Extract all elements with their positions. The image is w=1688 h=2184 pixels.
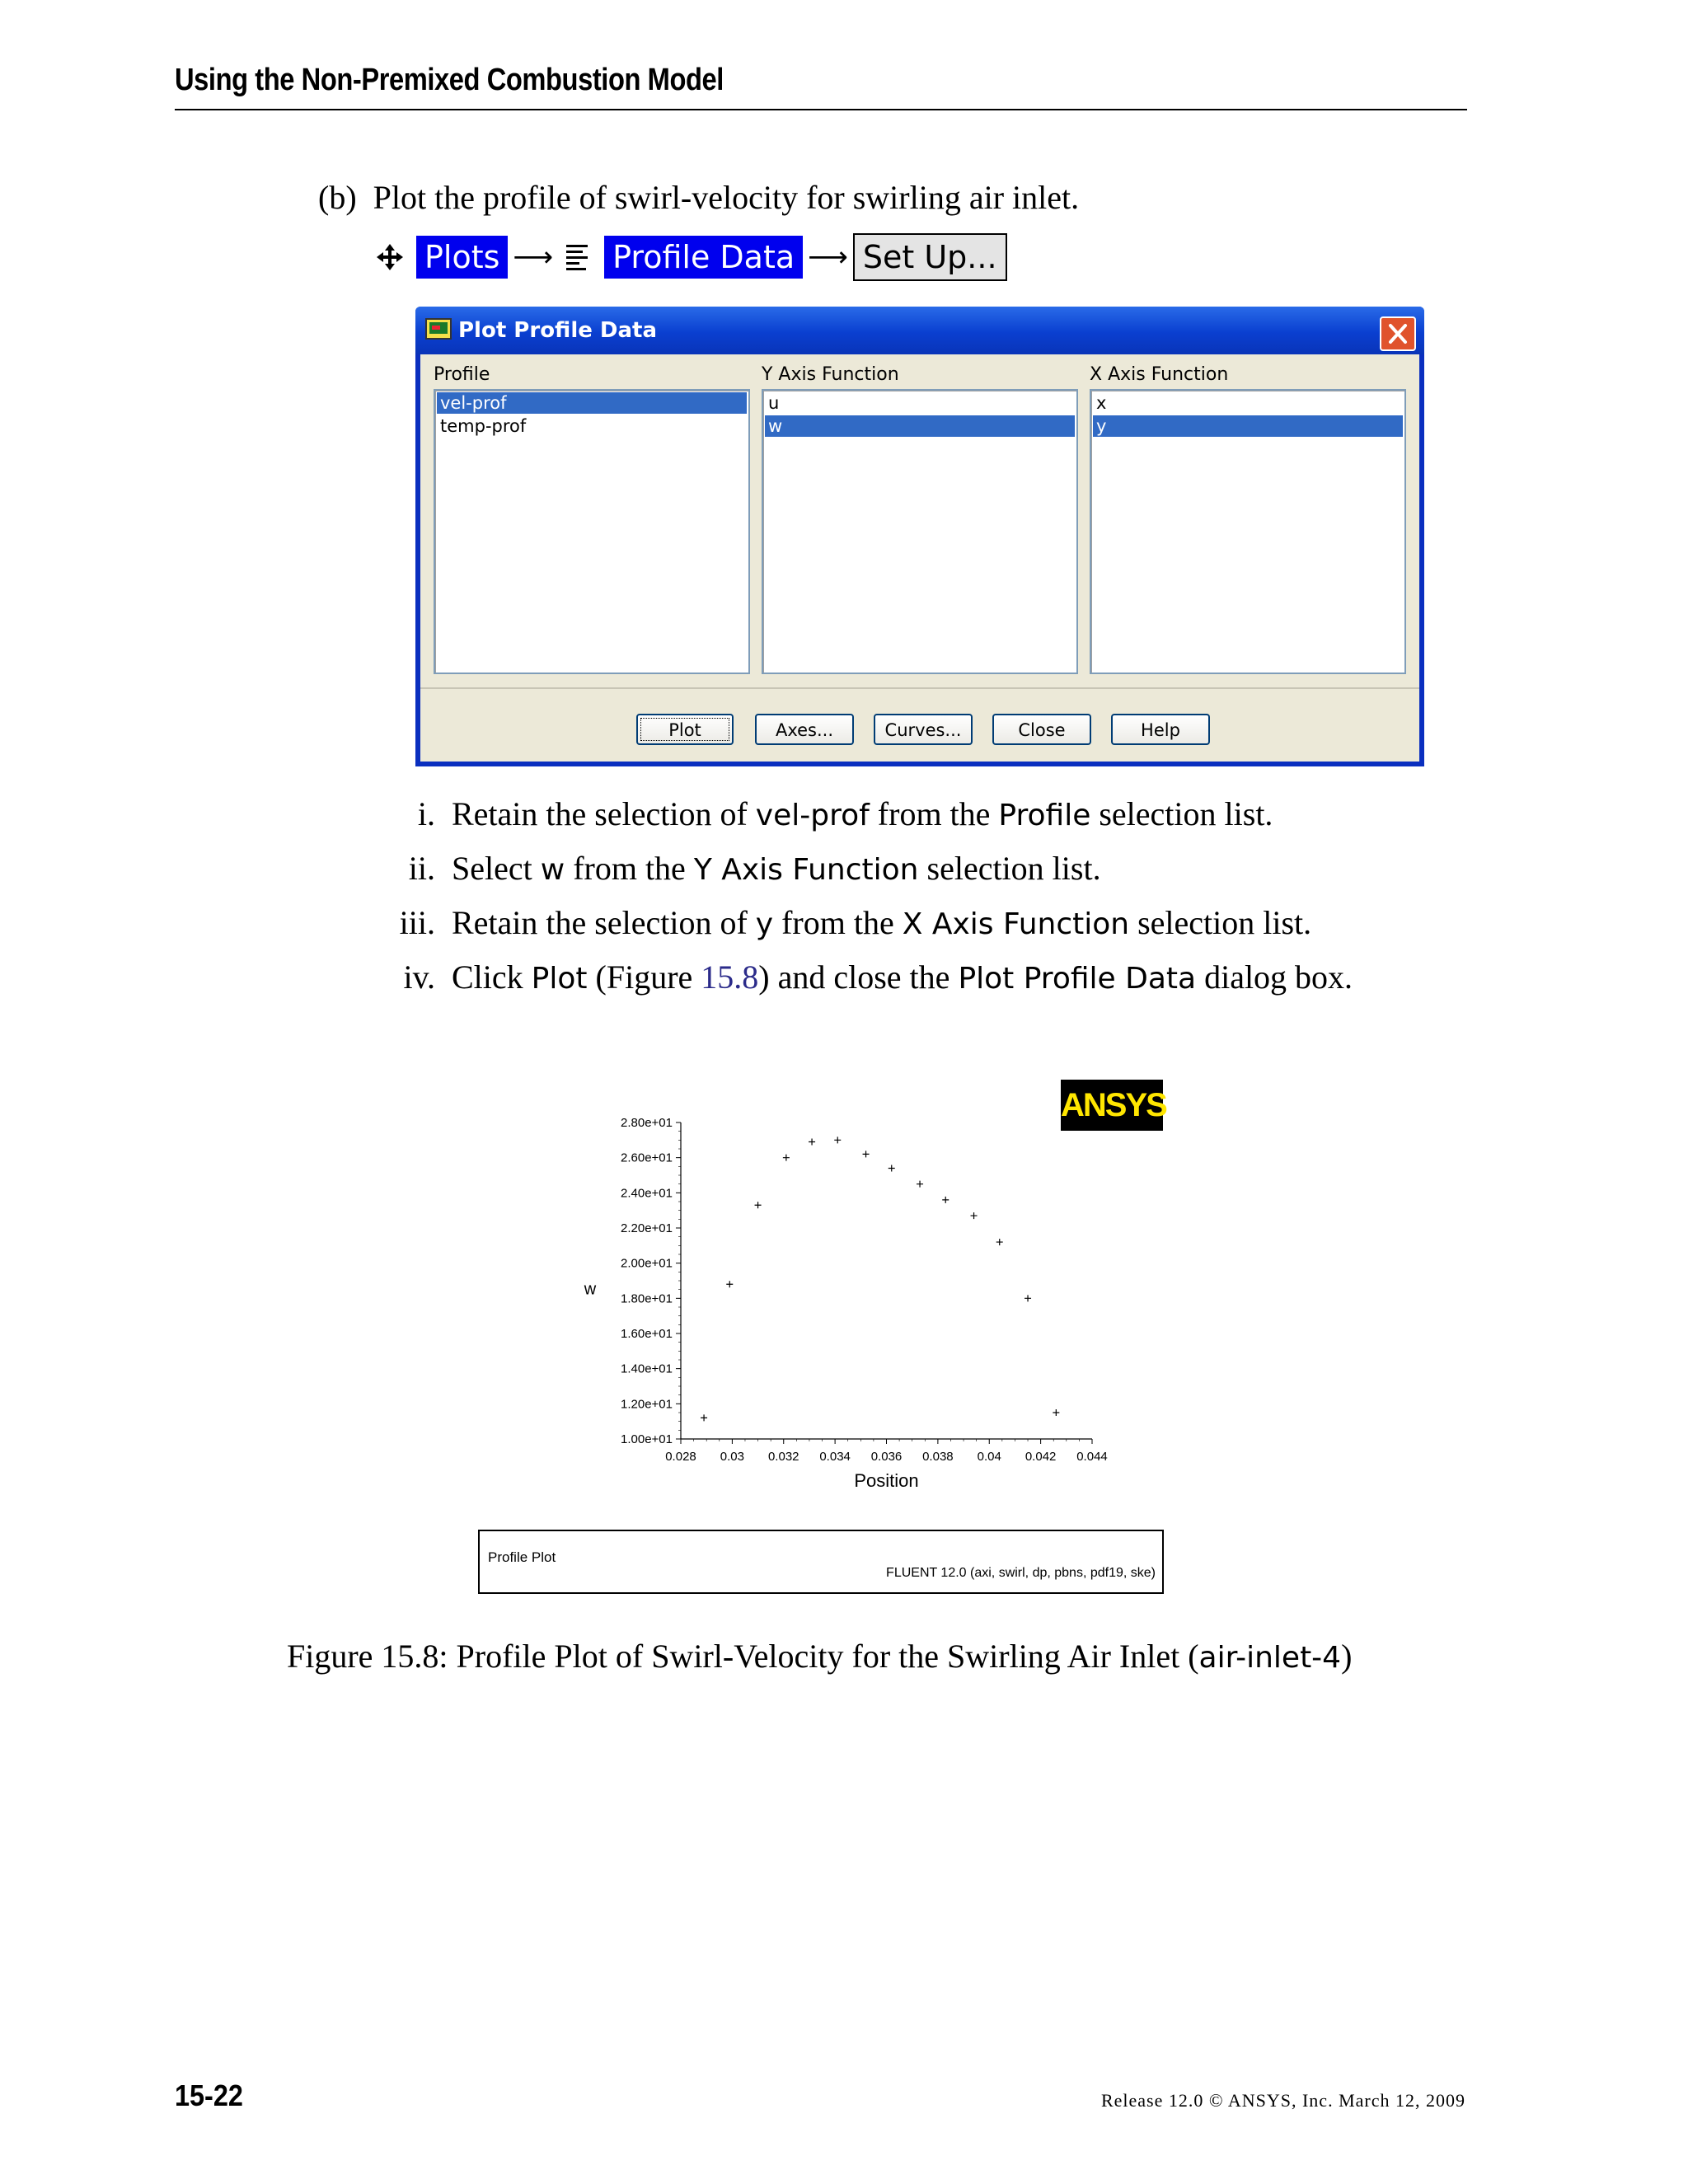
menu-path — [375, 231, 1007, 284]
instruction-text: ) and close the — [758, 958, 959, 996]
data-point — [1053, 1409, 1059, 1416]
instruction-text: selection list. — [918, 850, 1101, 887]
y-tick-label: 2.20e+01 — [621, 1221, 673, 1235]
release-info: Release 12.0 © ANSYS, Inc. March 12, 2009 — [1100, 2090, 1465, 2111]
caption-suffix: ) — [1341, 1638, 1353, 1675]
plot-info-left: Profile Plot — [488, 1549, 556, 1565]
x-axis-label: Position — [854, 1470, 919, 1491]
instruction-keyword: y — [755, 907, 774, 941]
dialog-separator — [420, 687, 1419, 689]
instruction-text: from the — [773, 904, 903, 941]
yaxis-label: Y Axis Function — [762, 364, 899, 385]
instruction-4 — [359, 958, 1353, 996]
page-header-title: Using the Non-Premixed Combustion Model — [175, 63, 724, 97]
instruction-text: Retain the selection of — [452, 795, 756, 832]
instruction-text: selection list. — [1129, 904, 1312, 941]
plot-button[interactable]: Plot — [636, 714, 734, 745]
x-tick-label: 0.032 — [767, 1450, 799, 1464]
instruction-keyword: Plot Profile Data — [958, 962, 1197, 996]
data-point — [889, 1165, 895, 1171]
data-point — [701, 1414, 707, 1421]
instruction-keyword: X Axis Function — [902, 907, 1130, 941]
y-tick-label: 2.60e+01 — [621, 1151, 673, 1165]
instruction-keyword: Y Axis Function — [693, 853, 919, 887]
figure-caption — [287, 1637, 1352, 1675]
y-tick-label: 1.60e+01 — [621, 1327, 673, 1341]
instruction-1 — [359, 794, 1273, 833]
plot-profile-data-dialog — [415, 307, 1424, 766]
close-button[interactable]: Close — [992, 714, 1091, 745]
y-axis-label: w — [584, 1280, 597, 1299]
list-item[interactable]: vel-prof — [437, 392, 747, 414]
x-tick-label: 0.04 — [977, 1450, 1001, 1464]
figure-link[interactable]: 15.8 — [701, 958, 759, 996]
instruction-number: iii. — [399, 904, 435, 941]
data-point — [917, 1181, 923, 1188]
step-b-text: Plot the profile of swirl-velocity for swirling air inlet. — [373, 179, 1080, 216]
y-tick-label: 1.20e+01 — [621, 1397, 673, 1412]
list-item[interactable]: w — [765, 415, 1075, 437]
header-rule — [175, 109, 1467, 110]
setup-button[interactable]: Set Up... — [853, 233, 1007, 281]
x-tick-label: 0.028 — [665, 1450, 696, 1464]
x-tick-label: 0.03 — [720, 1450, 744, 1464]
x-tick-label: 0.044 — [1076, 1450, 1108, 1464]
instruction-text: from the — [869, 795, 999, 832]
instruction-text: dialog box. — [1196, 958, 1353, 996]
x-tick-label: 0.038 — [922, 1450, 954, 1464]
instruction-number: i. — [417, 795, 435, 832]
caption-text: Figure 15.8: Profile Plot of Swirl-Velocity for the Swirling Air Inlet ( — [287, 1638, 1199, 1675]
instruction-text: selection list. — [1090, 795, 1273, 832]
instruction-number: iv. — [403, 958, 435, 996]
xaxis-label: X Axis Function — [1090, 364, 1229, 385]
data-point — [834, 1137, 841, 1143]
list-item[interactable]: x — [1096, 393, 1107, 413]
instruction-3 — [359, 903, 1311, 942]
list-item[interactable]: u — [768, 393, 780, 413]
instruction-number: ii. — [408, 850, 435, 887]
y-tick-label: 2.00e+01 — [621, 1256, 673, 1271]
close-icon[interactable] — [1380, 316, 1416, 351]
menu-plots[interactable]: Plots — [416, 236, 508, 279]
profile-chart — [560, 1104, 1154, 1500]
data-point — [996, 1239, 1003, 1245]
instruction-text: from the — [565, 850, 694, 887]
list-item[interactable]: y — [1093, 415, 1403, 437]
xaxis-list[interactable] — [1090, 389, 1406, 674]
data-point — [755, 1202, 762, 1208]
list-item[interactable]: temp-prof — [440, 416, 527, 436]
data-point — [783, 1155, 790, 1161]
data-point — [971, 1212, 978, 1219]
y-tick-label: 1.80e+01 — [621, 1291, 673, 1306]
ansys-logo: ANSYS — [1061, 1080, 1163, 1131]
instruction-2 — [359, 849, 1101, 888]
instruction-text: (Figure — [587, 958, 701, 996]
instruction-keyword: vel-prof — [755, 799, 870, 832]
y-tick-label: 1.00e+01 — [621, 1432, 673, 1446]
dialog-title: Plot Profile Data — [458, 318, 658, 343]
data-point — [863, 1151, 870, 1157]
menu-profile-data[interactable]: Profile Data — [604, 236, 803, 279]
instruction-text: Click — [452, 958, 532, 996]
y-tick-label: 1.40e+01 — [621, 1361, 673, 1376]
move-arrows-icon — [375, 242, 405, 272]
dialog-body — [420, 354, 1419, 762]
curves-button[interactable]: Curves... — [874, 714, 973, 745]
step-b — [318, 178, 1079, 217]
instruction-text: Retain the selection of — [452, 904, 756, 941]
profile-data-icon — [563, 242, 593, 272]
data-point — [726, 1281, 733, 1287]
plot-info-box — [478, 1530, 1164, 1594]
menu-arrow-1: ⟶ — [513, 241, 554, 274]
instruction-keyword: Profile — [998, 799, 1091, 832]
plot-info-right: FLUENT 12.0 (axi, swirl, dp, pbns, pdf19, ske) — [886, 1566, 1156, 1580]
data-point — [942, 1197, 949, 1203]
help-button[interactable]: Help — [1111, 714, 1210, 745]
yaxis-list[interactable] — [762, 389, 1078, 674]
instruction-keyword: Plot — [531, 962, 588, 996]
profile-label: Profile — [434, 364, 490, 385]
x-tick-label: 0.036 — [870, 1450, 903, 1464]
x-tick-label: 0.034 — [819, 1450, 851, 1464]
caption-keyword: air-inlet-4 — [1198, 1641, 1342, 1675]
data-point — [809, 1138, 815, 1145]
menu-arrow-2: ⟶ — [808, 241, 848, 274]
y-tick-label: 2.40e+01 — [621, 1186, 673, 1201]
page-number: 15-22 — [175, 2079, 243, 2112]
step-b-label: (b) — [318, 179, 357, 216]
instruction-text: Select — [452, 850, 541, 887]
x-tick-label: 0.042 — [1025, 1450, 1057, 1464]
profile-list[interactable] — [434, 389, 750, 674]
instruction-keyword: w — [540, 853, 565, 887]
axes-button[interactable]: Axes... — [755, 714, 854, 745]
app-icon — [425, 318, 452, 340]
y-tick-label: 2.80e+01 — [621, 1116, 673, 1130]
data-point — [1025, 1295, 1031, 1301]
